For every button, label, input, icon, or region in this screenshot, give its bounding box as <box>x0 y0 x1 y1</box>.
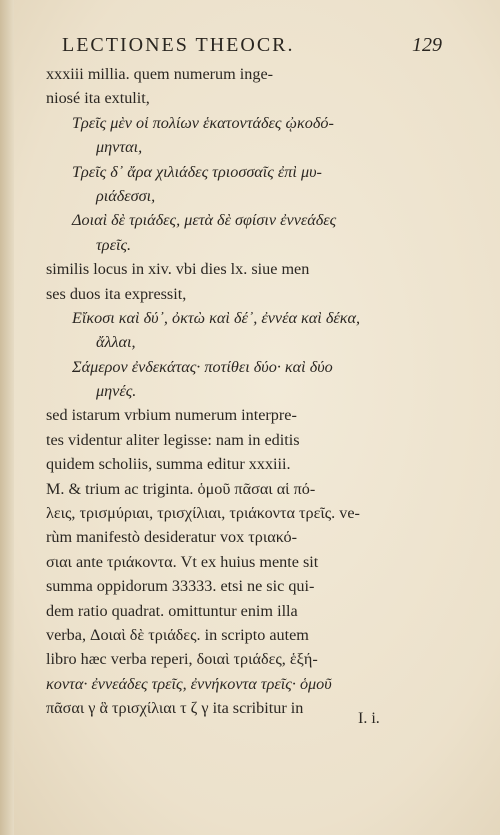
text-line: Εἴκοσι καὶ δύ᾽, ὀκτὼ καὶ δέ᾽, ἐννέα καὶ δέκα, <box>72 308 361 327</box>
text-line: M. & trium ac triginta. ὁμοῦ πᾶσαι αἱ πό- <box>46 479 316 498</box>
text-line: ριάδεσσι, <box>96 186 156 205</box>
text-line: σιαι ante τριάκοντα. Vt ex huius mente sit <box>46 552 319 571</box>
text-line: quidem scholiis, summa editur xxxiii. <box>46 455 291 474</box>
text-line: tes videntur aliter legisse: nam in editis <box>46 430 300 449</box>
text-line: μηνές. <box>96 382 137 401</box>
text-line: summa oppidorum 33333. etsi ne sic qui- <box>46 577 315 596</box>
text-line: Τρεῖς μὲν οἱ πολίων ἑκατοντάδες ᾠκοδό- <box>72 113 334 132</box>
text-line: Σάμερον ἐνδεκάτας· ποτίθει δύο· καὶ δύο <box>72 357 333 376</box>
body-text <box>46 62 398 721</box>
text-line: verba, Δοιαὶ δὲ τριάδες. in scripto autem <box>46 625 309 644</box>
text-line: ἄλλαι, <box>96 333 136 352</box>
text-line: similis locus in xiv. vbi dies lx. siue men <box>46 260 310 279</box>
page-header <box>62 34 442 60</box>
running-head: LECTIONES THEOCR. <box>62 34 295 56</box>
text-line: dem ratio quadrat. omittuntur enim illa <box>46 601 298 620</box>
text-line: niosé ita extulit, <box>46 89 150 108</box>
text-line: κοντα· ἐννεάδες τρεῖς, ἐννήκοντα τρεῖς· ὁμοῦ <box>46 674 332 693</box>
text-line: sed istarum vrbium numerum interpre- <box>46 406 297 425</box>
text-line: Δοιαὶ δὲ τριάδες, μετὰ δὲ σφίσιν ἐννεάδες <box>72 211 337 230</box>
text-line: rùm manifestò desideratur vox τριακό- <box>46 528 297 547</box>
binding-gutter <box>0 0 14 835</box>
text-line: μηνται, <box>96 138 143 157</box>
text-line: Τρεῖς δ᾽ ἄρα χιλιάδες τριοσσαῖς ἐπὶ μυ- <box>72 162 322 181</box>
text-line: ses duos ita expressit, <box>46 284 187 303</box>
text-line: πᾶσαι γ ἃ τρισχίλιαι τ ζ γ ita scribitur in <box>46 699 304 718</box>
page-number: 129 <box>412 34 442 56</box>
text-line: xxxiii millia. quem numerum inge- <box>46 65 274 83</box>
text-line: λεις, τρισμύριαι, τρισχίλιαι, τριάκοντα τρεῖς. ve- <box>46 504 360 523</box>
text-line: τρεῖς. <box>96 235 132 254</box>
text-line: libro hæc verba reperi, δοιαὶ τριάδες, ἑξή- <box>46 650 318 669</box>
signature-mark: I. i. <box>358 710 380 727</box>
